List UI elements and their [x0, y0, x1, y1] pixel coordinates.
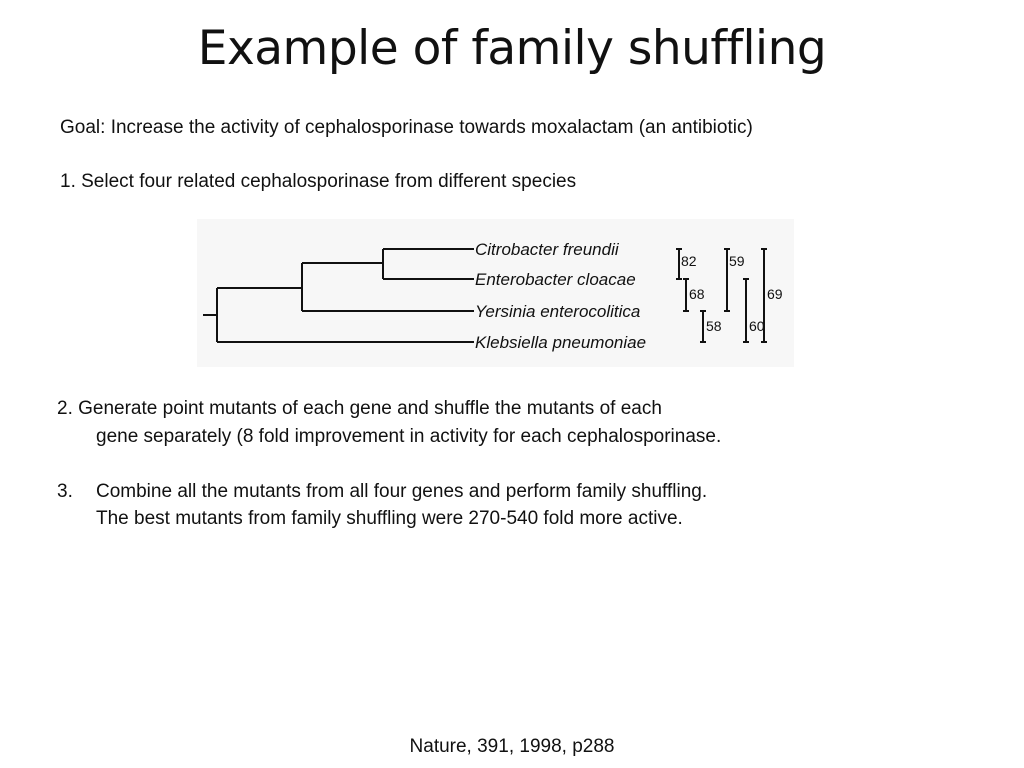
citation-reference: Nature, 391, 1998, p288	[409, 736, 615, 757]
phylogenetic-tree-figure	[197, 219, 794, 367]
species-label-citrobacter: Citrobacter freundii	[475, 240, 619, 259]
step-3-text-line-2: The best mutants from family shuffling were 270-540 fold more active.	[96, 508, 683, 529]
slide-title: Example of family shuffling	[197, 21, 827, 76]
species-label-yersinia: Yersinia enterocolitica	[475, 302, 641, 321]
phylogenetic-tree-svg	[197, 219, 794, 367]
identity-82: 82	[681, 253, 697, 269]
species-label-klebsiella: Klebsiella pneumoniae	[475, 333, 647, 352]
step-2-text-line-2: gene separately (8 fold improvement in activity for each cephalosporinase.	[96, 426, 722, 447]
goal-text: Goal: Increase the activity of cephalosporinase towards moxalactam (an antibiotic)	[60, 117, 753, 138]
step-1-text: 1. Select four related cephalosporinase from different species	[60, 171, 577, 192]
identity-69: 69	[767, 286, 783, 302]
tree-branches	[203, 249, 474, 342]
step-2-text-line-1: 2. Generate point mutants of each gene and shuffle the mutants of each	[57, 398, 662, 419]
species-label-enterobacter: Enterobacter cloacae	[475, 270, 636, 289]
step-3-text-line-1: Combine all the mutants from all four genes and perform family shuffling.	[96, 481, 708, 502]
identity-68: 68	[689, 286, 705, 302]
identity-60: 60	[749, 318, 765, 334]
identity-59: 59	[729, 253, 745, 269]
identity-58: 58	[706, 318, 722, 334]
step-3-number: 3.	[57, 481, 73, 502]
